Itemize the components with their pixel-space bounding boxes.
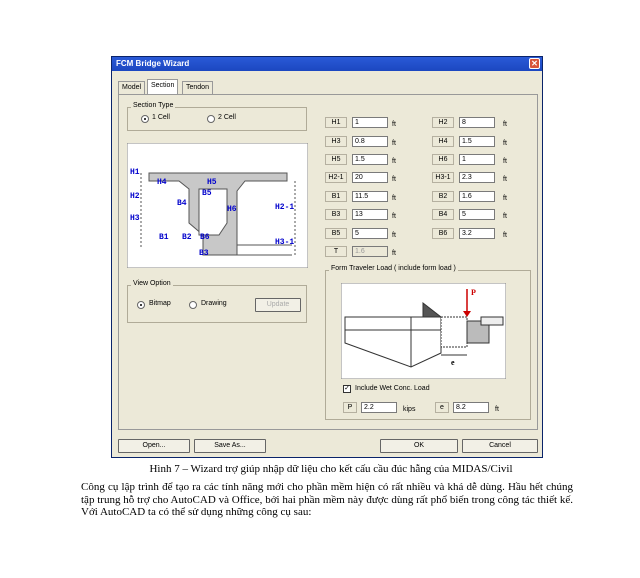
diagram-label-h3: H3 — [130, 214, 140, 223]
param-h2-input[interactable]: 8 — [459, 117, 495, 128]
param-b4-label: B4 — [432, 209, 454, 220]
radio-bitmap[interactable] — [137, 301, 145, 309]
param-b3-input[interactable]: 13 — [352, 209, 388, 220]
tab-tendon[interactable]: Tendon — [182, 81, 213, 94]
diagram-label-b3: B3 — [199, 249, 209, 258]
param-h3-label: H3 — [325, 136, 347, 147]
param-h1-label: H1 — [325, 117, 347, 128]
load-p-input[interactable]: 2.2 — [361, 402, 397, 413]
load-p-label: P — [471, 288, 476, 297]
diagram-label-b2: B2 — [182, 233, 192, 242]
form-traveler-diagram — [341, 283, 506, 379]
tab-model[interactable]: Model — [118, 81, 145, 94]
param-h4-label: H4 — [432, 136, 454, 147]
view-option-label: View Option — [133, 280, 171, 287]
title-bar[interactable] — [112, 57, 542, 71]
param-b1-input[interactable]: 11.5 — [352, 191, 388, 202]
param-b6-label: B6 — [432, 228, 454, 239]
param-h1-unit: ft — [392, 121, 396, 128]
param-b6-input[interactable]: 3.2 — [459, 228, 495, 239]
diagram-label-h6: H6 — [227, 205, 237, 214]
diagram-label-h2: H2 — [130, 192, 140, 201]
param-h3-1-unit: ft — [503, 176, 507, 183]
update-button[interactable]: Update — [255, 298, 301, 312]
param-h5-unit: ft — [392, 158, 396, 165]
param-t-label: T — [325, 246, 347, 257]
param-t-input: 1.6 — [352, 246, 388, 257]
form-traveler-label: Form Traveler Load ( include form load ) — [331, 265, 456, 272]
param-h1-input[interactable]: 1 — [352, 117, 388, 128]
close-icon[interactable]: ✕ — [529, 58, 540, 69]
param-h2-1-label: H2-1 — [325, 172, 347, 183]
radio-1-cell-label: 1 Cell — [152, 114, 170, 121]
radio-1-cell[interactable] — [141, 115, 149, 123]
param-b5-label: B5 — [325, 228, 347, 239]
section-type-label: Section Type — [133, 102, 174, 109]
param-h2-unit: ft — [503, 121, 507, 128]
load-p-field-label: P — [343, 402, 357, 413]
fcm-bridge-wizard-window — [111, 56, 543, 458]
param-b2-label: B2 — [432, 191, 454, 202]
diagram-label-b6: B6 — [200, 233, 210, 242]
load-e-unit: ft — [495, 406, 499, 413]
load-e-input[interactable]: 8.2 — [453, 402, 489, 413]
param-h2-label: H2 — [432, 117, 454, 128]
radio-drawing-label: Drawing — [201, 300, 227, 307]
param-b1-unit: ft — [392, 195, 396, 202]
diagram-label-h1: H1 — [130, 168, 140, 177]
ok-button[interactable]: OK — [380, 439, 458, 453]
radio-2-cell[interactable] — [207, 115, 215, 123]
tab-section[interactable]: Section — [147, 79, 178, 94]
window-title: FCM Bridge Wizard — [116, 59, 190, 68]
param-b6-unit: ft — [503, 232, 507, 239]
param-h6-input[interactable]: 1 — [459, 154, 495, 165]
diagram-label-h3-1: H3-1 — [275, 238, 295, 247]
param-b5-input[interactable]: 5 — [352, 228, 388, 239]
param-b1-label: B1 — [325, 191, 347, 202]
param-t-unit: ft — [392, 250, 396, 257]
param-b2-unit: ft — [503, 195, 507, 202]
save-as-button[interactable]: Save As... — [194, 439, 266, 453]
radio-2-cell-label: 2 Cell — [218, 114, 236, 121]
param-b3-label: B3 — [325, 209, 347, 220]
open-button[interactable]: Open... — [118, 439, 190, 453]
param-h5-input[interactable]: 1.5 — [352, 154, 388, 165]
param-h5-label: H5 — [325, 154, 347, 165]
diagram-label-b5: B5 — [202, 189, 212, 198]
diagram-label-h5: H5 — [207, 178, 217, 187]
param-h6-label: H6 — [432, 154, 454, 165]
radio-drawing[interactable] — [189, 301, 197, 309]
param-h3-input[interactable]: 0.8 — [352, 136, 388, 147]
cancel-button[interactable]: Cancel — [462, 439, 538, 453]
param-b3-unit: ft — [392, 213, 396, 220]
load-e-field-label: e — [435, 402, 449, 413]
param-h6-unit: ft — [503, 158, 507, 165]
load-p-unit: kips — [403, 406, 416, 413]
diagram-label-h4: H4 — [157, 178, 167, 187]
diagram-label-h2-1: H2-1 — [275, 203, 295, 212]
param-h4-unit: ft — [503, 140, 507, 147]
param-b4-unit: ft — [503, 213, 507, 220]
section-tab-panel — [118, 94, 538, 430]
include-wet-label: Include Wet Conc. Load — [355, 385, 430, 392]
param-h2-1-input[interactable]: 20 — [352, 172, 388, 183]
param-b4-input[interactable]: 5 — [459, 209, 495, 220]
param-b2-input[interactable]: 1.6 — [459, 191, 495, 202]
param-h3-1-input[interactable]: 2.3 — [459, 172, 495, 183]
diagram-label-b4: B4 — [177, 199, 187, 208]
include-wet-checkbox[interactable]: ✓ — [344, 385, 350, 392]
radio-bitmap-label: Bitmap — [149, 300, 171, 307]
param-h4-input[interactable]: 1.5 — [459, 136, 495, 147]
eccentricity-e-label: e — [451, 358, 455, 367]
diagram-label-b1: B1 — [159, 233, 169, 242]
section-diagram — [127, 143, 308, 268]
param-h3-unit: ft — [392, 140, 396, 147]
param-h3-1-label: H3-1 — [432, 172, 454, 183]
param-b5-unit: ft — [392, 232, 396, 239]
body-paragraph: Công cụ lập trình để tạo ra các tính năng mới cho phần mềm hiện có rất nhiều và khá dễ dùng. Hầu hết chúng tập trung hỗ trợ cho AutoCAD và Office, bởi hai phần mềm này được dùng rất phổ biến trong công tác thiết kế. Với AutoCAD ta có thể sử dụng những công cụ sau: — [81, 481, 573, 518]
figure-caption: Hình 7 – Wizard trợ giúp nhập dữ liệu cho kết cấu cầu đúc hẫng của MIDAS/Civil — [149, 463, 513, 475]
param-h2-1-unit: ft — [392, 176, 396, 183]
